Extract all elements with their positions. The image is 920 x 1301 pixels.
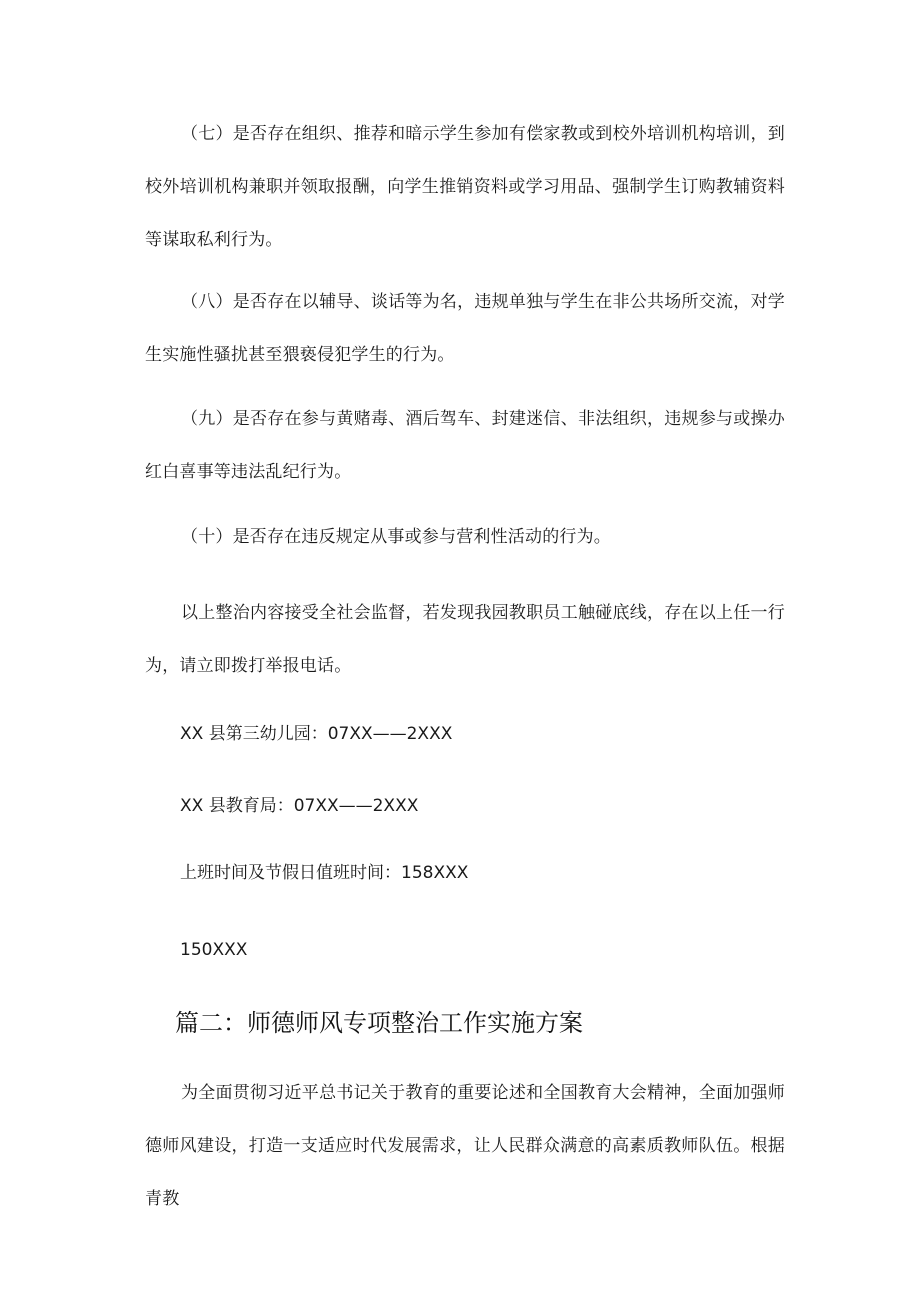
contact-kindergarten: XX 县第三幼儿园：07XX——2XXX bbox=[180, 724, 453, 744]
supervision-paragraph: 以上整治内容接受全社会监督，若发现我园教职员工触碰底线，存在以上任一行为，请立即拨打举报电话。 bbox=[145, 603, 785, 676]
item-9-paragraph: （九）是否存在参与黄赌毒、酒后驾车、封建迷信、非法组织，违规参与或操办红白喜事等违法乱纪行为。 bbox=[145, 409, 785, 482]
item-8-paragraph: （八）是否存在以辅导、谈话等为名，违规单独与学生在非公共场所交流，对学生实施性骚扰甚至猥亵侵犯学生的行为。 bbox=[145, 292, 785, 365]
section-2-heading: 篇二：师德师风专项整治工作实施方案 bbox=[175, 1009, 583, 1037]
section-2-intro-paragraph: 为全面贯彻习近平总书记关于教育的重要论述和全国教育大会精神，全面加强师德师风建设，打造一支适应时代发展需求，让人民群众满意的高素质教师队伍。根据青教 bbox=[145, 1083, 785, 1209]
contact-duty-hours: 上班时间及节假日值班时间：158XXX bbox=[180, 863, 469, 883]
contact-duty-second: 150XXX bbox=[180, 940, 248, 960]
contact-education-bureau: XX 县教育局：07XX——2XXX bbox=[180, 796, 419, 816]
item-10-paragraph: （十）是否存在违反规定从事或参与营利性活动的行为。 bbox=[181, 527, 611, 547]
item-7-paragraph: （七）是否存在组织、推荐和暗示学生参加有偿家教或到校外培训机构培训，到校外培训机构兼职并领取报酬，向学生推销资料或学习用品、强制学生订购教辅资料等谋取私利行为。 bbox=[145, 124, 785, 250]
